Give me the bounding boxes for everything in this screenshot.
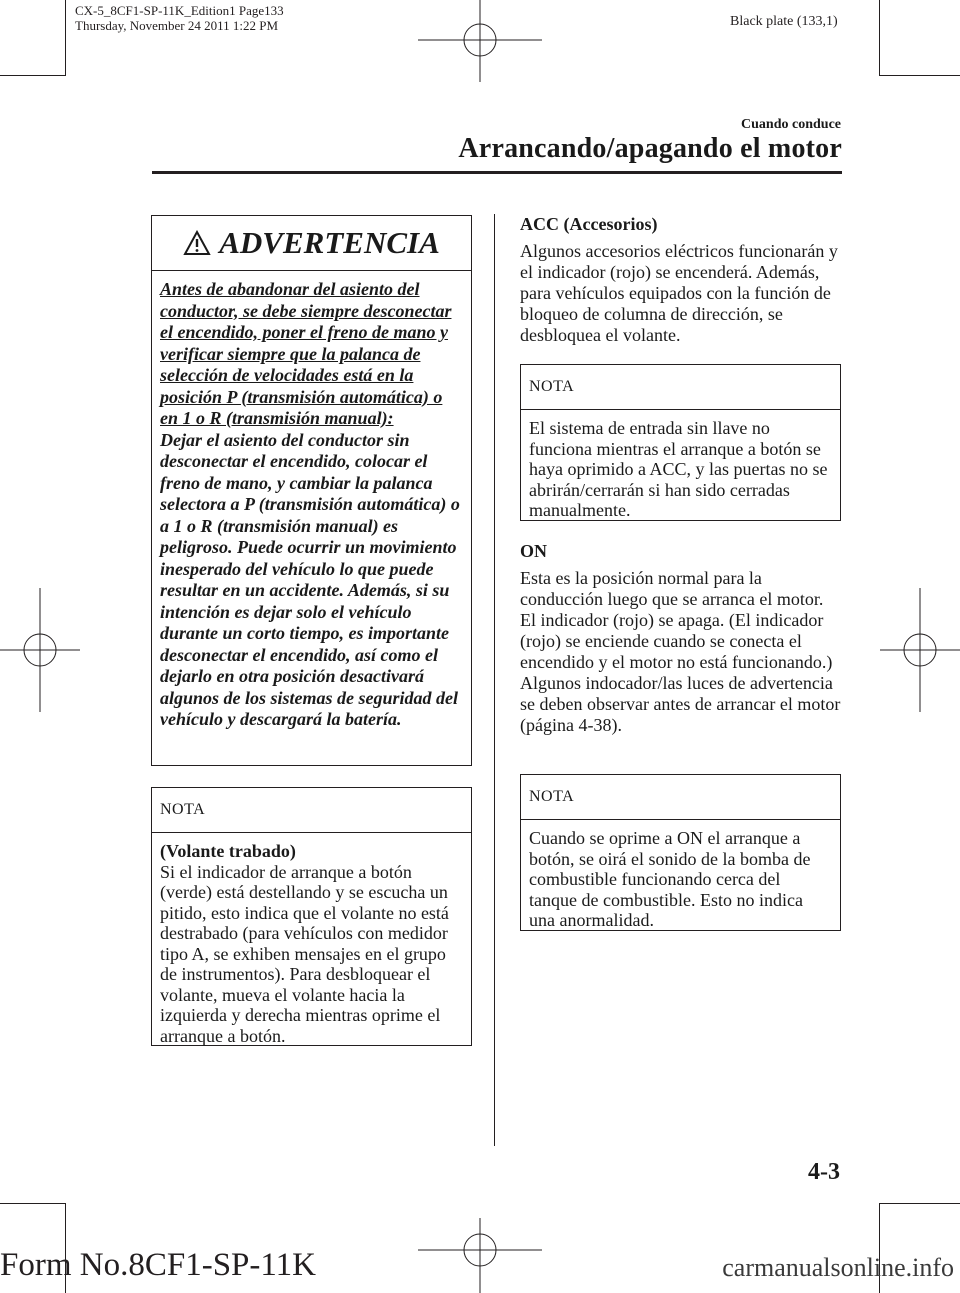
registration-mark-left bbox=[0, 580, 85, 720]
section-title: Arrancando/apagando el motor bbox=[458, 133, 842, 164]
warning-box bbox=[151, 215, 472, 766]
on-text-1: Esta es la posición normal para la conducción luego que se arranca el motor. El indicador (rojo) se apaga. (El indicador (rojo) se enciende cuando se conecta el encendido y el motor no está funcionando.) bbox=[520, 568, 833, 672]
note-text: Cuando se oprime a ON el arranque a botón, se oirá el sonido de la bomba de combustible funcionando cerca del tanque de combustible. Esto no indica una anormalidad. bbox=[529, 828, 811, 930]
note-header: NOTA bbox=[521, 775, 840, 820]
note-body bbox=[152, 833, 471, 1046]
registration-mark-top bbox=[410, 0, 550, 90]
plate-label: Black plate (133,1) bbox=[730, 14, 838, 29]
print-date-line: Thursday, November 24 2011 1:22 PM bbox=[75, 18, 279, 33]
note-subtitle: (Volante trabado) bbox=[160, 841, 296, 861]
registration-mark-bottom bbox=[410, 1210, 550, 1293]
acc-heading: ACC (Accesorios) bbox=[520, 214, 658, 234]
note-text: Si el indicador de arranque a botón (verde) está destellando y se escucha un pitido, esto indica que el volante no está destrabado (para vehículos con medidor tipo A, se exhiben mensajes en el grupo de instrumentos). Para desbloquear el volante, mueva el volante hacia la izquierda y derecha mientras oprime el arranque a botón. bbox=[160, 861, 449, 1046]
warning-header bbox=[152, 216, 471, 271]
warning-title: ADVERTENCIA bbox=[219, 225, 440, 260]
warning-triangle-icon bbox=[183, 230, 211, 256]
print-file-line: CX-5_8CF1-SP-11K_Edition1 Page133 bbox=[75, 3, 284, 18]
warning-body bbox=[152, 271, 471, 731]
note-box-on bbox=[520, 774, 841, 931]
registration-mark-right bbox=[875, 580, 960, 720]
warning-underlined-text: Antes de abandonar del asiento del conductor, se debe siempre desconectar el encendido, poner el freno de mano y verificar siempre que la palanca de selección de velocidades está en la posición P (transmisión automática) o en 1 o R (transmisión manual): bbox=[160, 279, 452, 428]
note-header: NOTA bbox=[521, 365, 840, 410]
on-text-2: Algunos indocador/las luces de advertencia se deben observar antes de arrancar el motor (página 4-38). bbox=[520, 673, 841, 735]
site-watermark: carmanualsonline.info bbox=[722, 1253, 954, 1282]
on-heading: ON bbox=[520, 541, 547, 561]
acc-text: Algunos accesorios eléctricos funcionarán y el indicador (rojo) se encenderá. Además, para vehículos equipados con la función de bloqueo de columna de dirección, se desbloquea el volante. bbox=[520, 241, 838, 345]
page-number: 4-3 bbox=[808, 1159, 840, 1185]
note-box-acc bbox=[520, 364, 841, 521]
acc-section bbox=[520, 214, 842, 346]
note-box-volante bbox=[151, 787, 472, 1046]
form-number: Form No.8CF1-SP-11K bbox=[0, 1247, 316, 1283]
on-section bbox=[520, 541, 842, 736]
note-header: NOTA bbox=[152, 788, 471, 833]
note-text: El sistema de entrada sin llave no funciona mientras el arranque a botón se haya oprimido a ACC, y las puertas no se abrirán/cerrarán si han sido cerradas manualmente. bbox=[529, 418, 828, 520]
header-rule bbox=[152, 171, 842, 174]
column-divider bbox=[494, 214, 495, 1146]
warning-body-text: Dejar el asiento del conductor sin desconectar el encendido, colocar el freno de mano, y cambiar la palanca selectora a P (transmisión automática) o a 1 o R (transmisión manual) es peligroso. Puede ocurrir un movimiento inesperado del vehículo lo que puede resultar en un accidente. Además, si su intención es dejar solo el vehículo durante un corto tiempo, es importante desconectar el encendido, así como el dejarlo en otra posición desactivará algunos de los sistemas de seguridad del vehículo y descargará la batería. bbox=[160, 429, 460, 729]
print-info bbox=[75, 3, 284, 33]
section-label: Cuando conduce bbox=[741, 117, 841, 132]
